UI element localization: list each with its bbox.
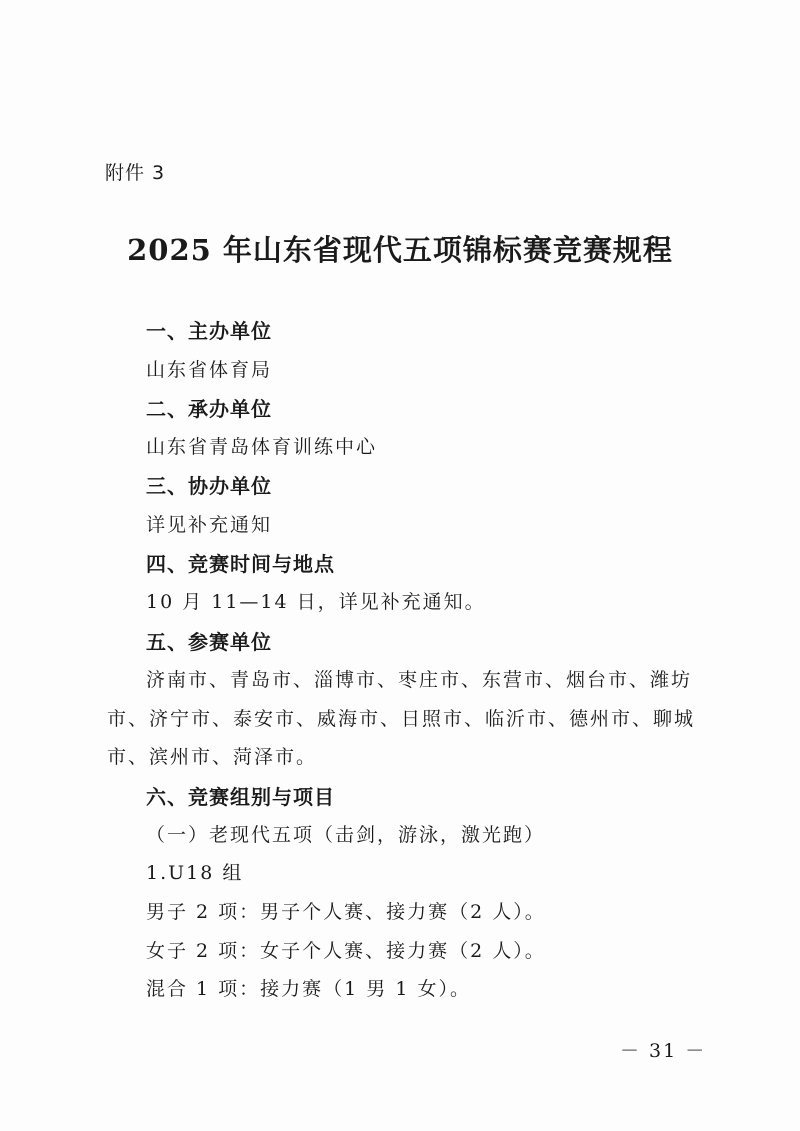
section-heading-time-venue: 四、竞赛时间与地点 xyxy=(146,552,335,576)
events-line-4: 女子 2 项：女子个人赛、接力赛（2 人）。 xyxy=(146,940,546,962)
events-line-3: 男子 2 项：男子个人赛、接力赛（2 人）。 xyxy=(146,901,546,923)
section-body-co-organizer: 详见补充通知 xyxy=(146,514,273,536)
section-heading-organizer: 一、主办单位 xyxy=(146,319,272,343)
document-title: 2025 年山东省现代五项锦标赛竞赛规程 xyxy=(127,233,673,267)
section-body-organizer: 山东省体育局 xyxy=(146,359,273,381)
section-heading-participants: 五、参赛单位 xyxy=(146,630,272,654)
participants-line-3: 市、滨州市、菏泽市。 xyxy=(107,746,318,768)
section-heading-groups-events: 六、竞赛组别与项目 xyxy=(146,785,335,809)
page-number: － 31 － xyxy=(620,1040,707,1062)
events-line-5: 混合 1 项：接力赛（1 男 1 女）。 xyxy=(146,978,471,1000)
participants-line-1: 济南市、青岛市、淄博市、枣庄市、东营市、烟台市、潍坊 xyxy=(146,669,693,691)
attachment-label: 附件 3 xyxy=(105,162,166,184)
events-line-1: （一）老现代五项（击剑，游泳，激光跑） xyxy=(146,824,546,846)
section-body-time-venue: 10 月 11—14 日，详见补充通知。 xyxy=(146,591,486,613)
section-heading-co-organizer: 三、协办单位 xyxy=(146,474,272,498)
events-line-2: 1.U18 组 xyxy=(146,862,244,884)
section-heading-host: 二、承办单位 xyxy=(146,397,272,421)
participants-line-2: 市、济宁市、泰安市、威海市、日照市、临沂市、德州市、聊城 xyxy=(107,708,696,730)
section-body-host: 山东省青岛体育训练中心 xyxy=(146,436,378,458)
